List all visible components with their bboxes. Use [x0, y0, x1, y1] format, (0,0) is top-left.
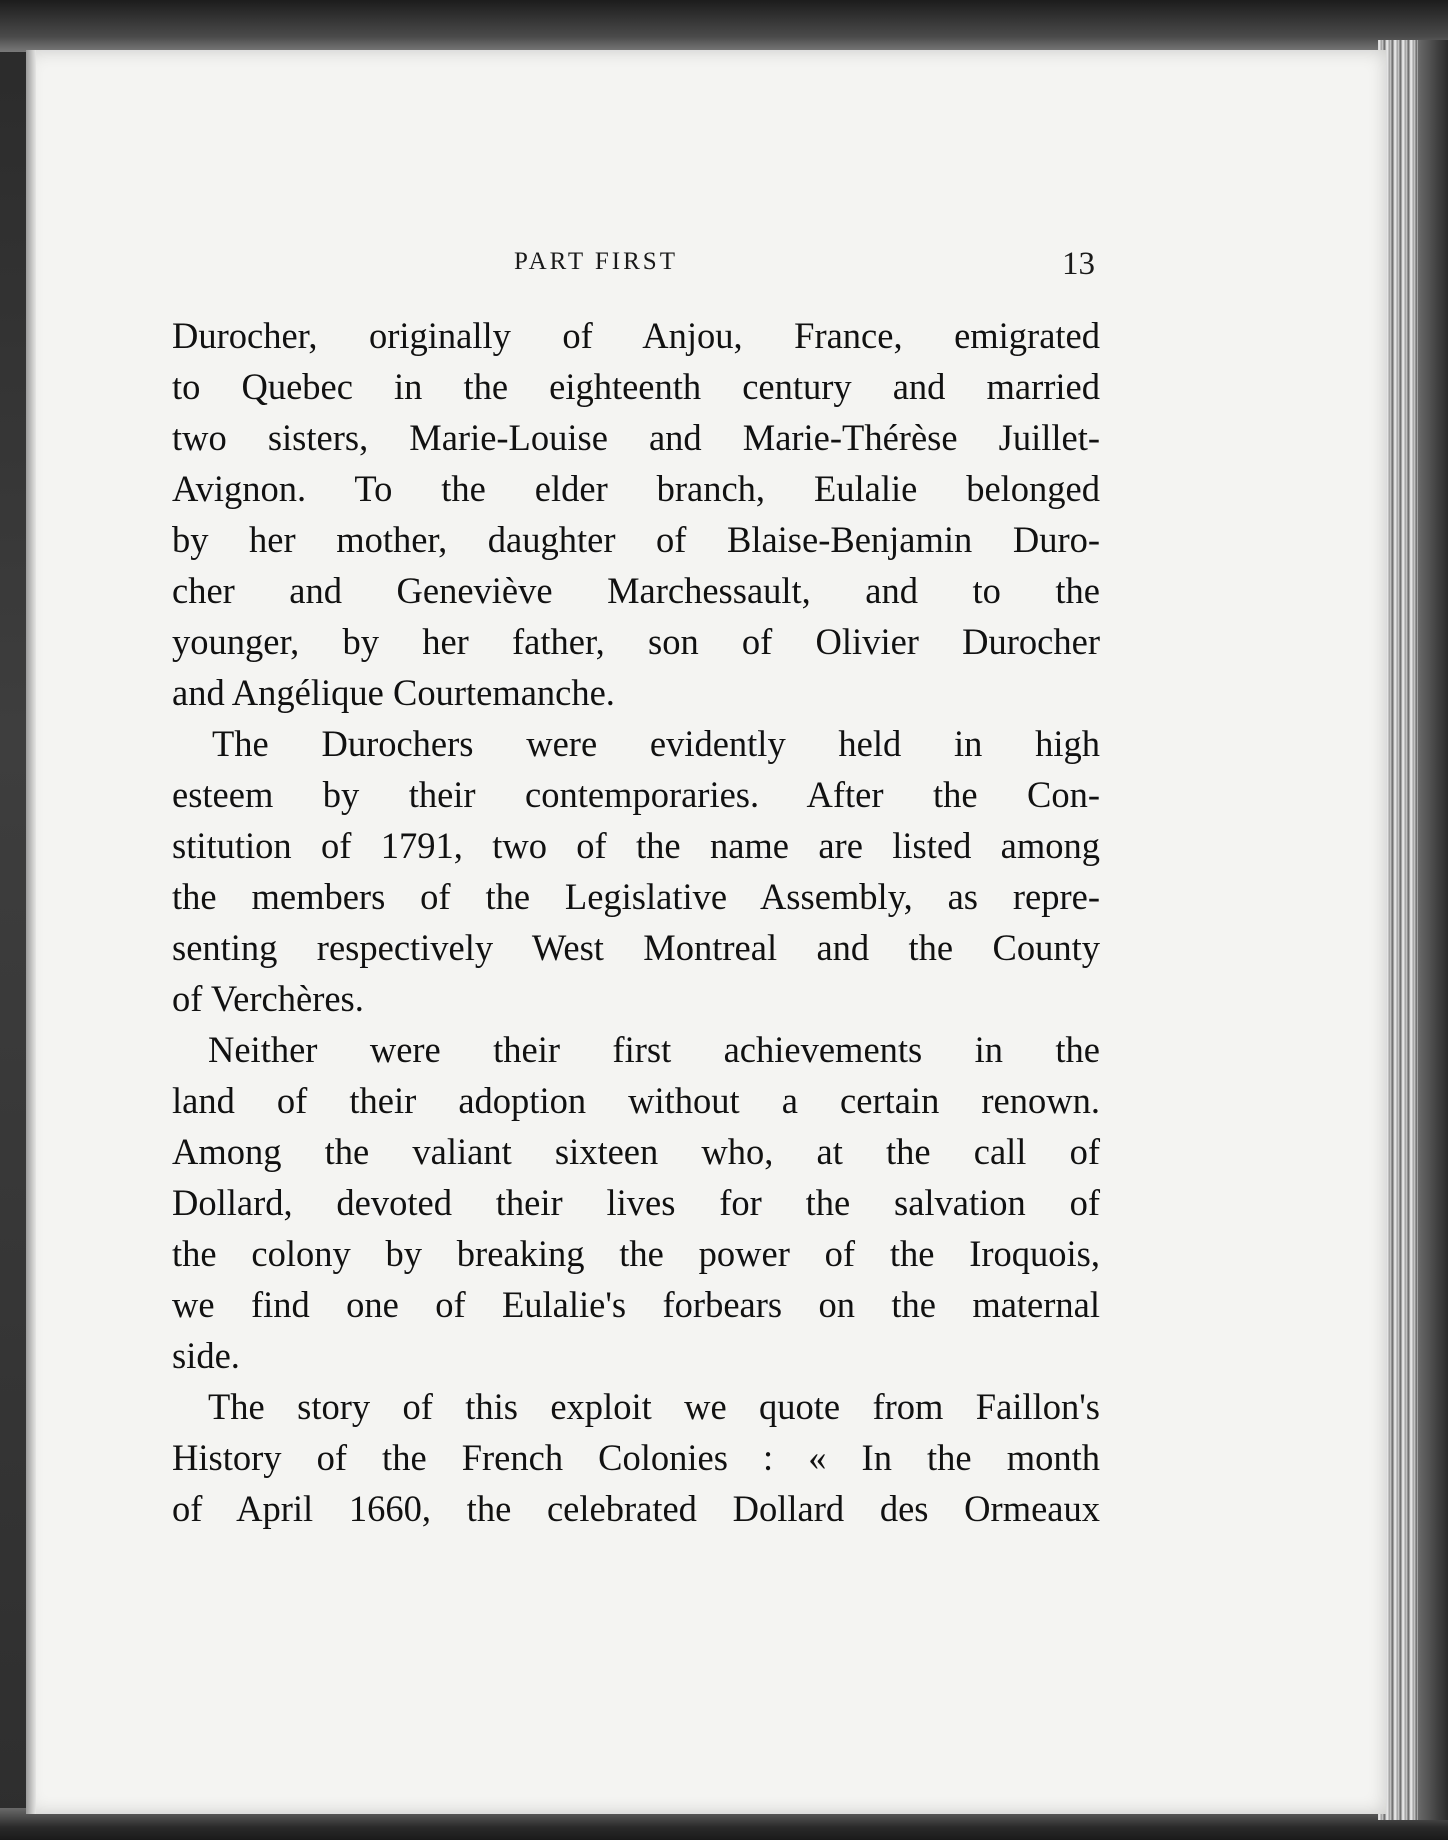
text-line: Among the valiant sixteen who, at the call of — [172, 1131, 1100, 1172]
scan-top-edge — [0, 0, 1448, 52]
text-line: History of the French Colonies : « In the month — [172, 1437, 1100, 1478]
paragraph-2 — [172, 718, 1100, 1024]
text-line: side. — [172, 1335, 240, 1376]
paragraph-3 — [172, 1024, 1100, 1381]
text-line: to Quebec in the eighteenth century and married — [172, 366, 1100, 407]
text-line: esteem by their contemporaries. After the Con- — [172, 774, 1100, 815]
text-line: of Verchères. — [172, 978, 364, 1019]
text-line: the colony by breaking the power of the Iroquois, — [172, 1233, 1100, 1274]
text-line: The Durochers were evidently held in high — [212, 723, 1100, 764]
page-number: 13 — [1062, 246, 1095, 282]
text-line: Durocher, originally of Anjou, France, emigrated — [172, 315, 1100, 356]
text-line: senting respectively West Montreal and the County — [172, 927, 1100, 968]
text-line: Neither were their first achievements in the — [208, 1029, 1100, 1070]
book-cover-edge — [1418, 40, 1448, 1820]
text-line: the members of the Legislative Assembly, as repre- — [172, 876, 1100, 917]
paragraph-4 — [172, 1381, 1100, 1534]
page-gutter-shadow — [26, 50, 36, 1814]
text-line: and Angélique Courtemanche. — [172, 672, 615, 713]
text-line: we find one of Eulalie's forbears on the maternal — [172, 1284, 1100, 1325]
text-line: two sisters, Marie-Louise and Marie-Thérèse Juillet- — [172, 417, 1100, 458]
text-line: younger, by her father, son of Olivier Durocher — [172, 621, 1100, 662]
text-line: of April 1660, the celebrated Dollard des Ormeaux — [172, 1488, 1100, 1529]
text-line: cher and Geneviève Marchessault, and to the — [172, 570, 1100, 611]
text-line: by her mother, daughter of Blaise-Benjamin Duro- — [172, 519, 1100, 560]
text-line: Dollard, devoted their lives for the salvation of — [172, 1182, 1100, 1223]
text-line: The story of this exploit we quote from Faillon's — [208, 1386, 1100, 1427]
paragraph-1 — [172, 310, 1100, 718]
text-line: land of their adoption without a certain renown. — [172, 1080, 1100, 1121]
text-line: Avignon. To the elder branch, Eulalie belonged — [172, 468, 1100, 509]
running-head: PART FIRST — [514, 248, 678, 275]
text-line: stitution of 1791, two of the name are listed among — [172, 825, 1100, 866]
body-text — [172, 310, 1100, 1534]
